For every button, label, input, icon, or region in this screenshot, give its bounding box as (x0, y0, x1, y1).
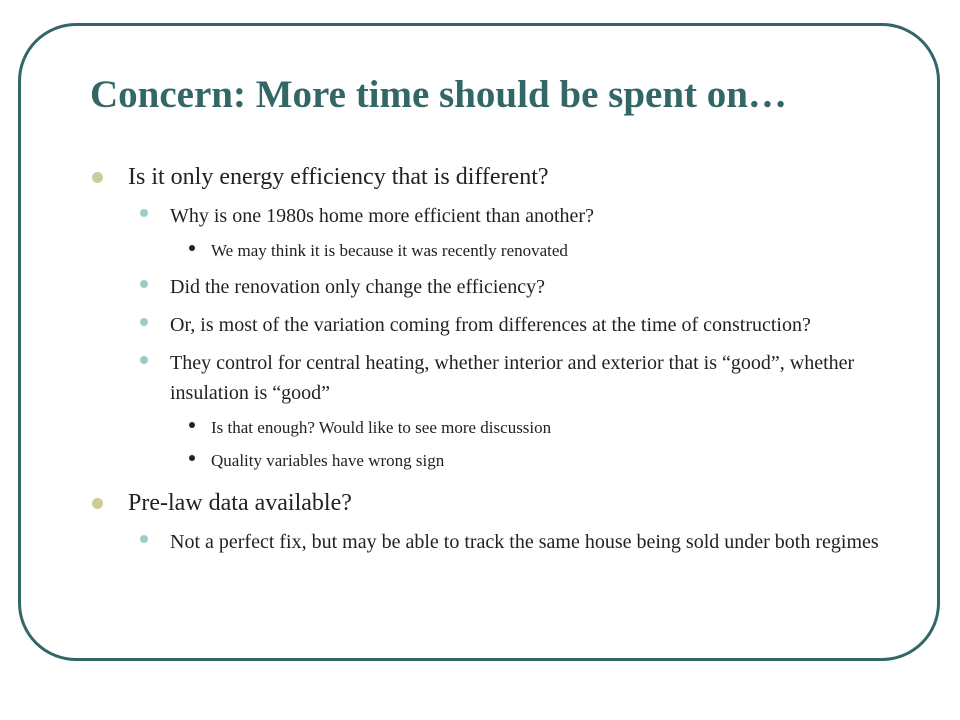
sub-bullet-item (90, 201, 900, 231)
sub-sub-bullet-item (90, 449, 900, 473)
sub-bullet-item (90, 348, 900, 408)
slide-title: Concern: More time should be spent on… (90, 73, 787, 116)
bullet-text: Is it only energy efficiency that is different? (128, 164, 549, 190)
bullet-dot-icon (189, 455, 195, 461)
bullet-dot-icon (92, 172, 103, 183)
bullet-dot-icon (140, 209, 148, 217)
bullet-dot-icon (140, 318, 148, 326)
bullet-dot-icon (189, 245, 195, 251)
sub-bullet-item (90, 527, 900, 557)
bullet-dot-icon (140, 280, 148, 288)
bullet-list (90, 160, 900, 565)
bullet-dot-icon (189, 422, 195, 428)
sub-sub-bullet-item (90, 239, 900, 263)
bullet-text: Is that enough? Would like to see more discussion (211, 418, 552, 437)
sub-bullet-item (90, 272, 900, 302)
bullet-text: Quality variables have wrong sign (211, 451, 445, 470)
bullet-item (90, 160, 900, 194)
bullet-text: Pre-law data available? (128, 490, 352, 516)
bullet-text: Why is one 1980s home more efficient than another? (170, 205, 594, 227)
bullet-text: Not a perfect fix, but may be able to track the same house being sold under both regimes (170, 531, 879, 553)
bullet-text: We may think it is because it was recently renovated (211, 241, 568, 260)
bullet-text: They control for central heating, whether interior and exterior that is “good”, whether insulation is “good” (170, 352, 855, 404)
sub-bullet-item (90, 310, 900, 340)
bullet-dot-icon (140, 535, 148, 543)
bullet-text: Did the renovation only change the efficiency? (170, 276, 546, 298)
bullet-text: Or, is most of the variation coming from differences at the time of construction? (170, 314, 811, 336)
sub-sub-bullet-item (90, 416, 900, 440)
bullet-dot-icon (140, 356, 148, 364)
bullet-dot-icon (92, 498, 103, 509)
bullet-item (90, 486, 900, 520)
